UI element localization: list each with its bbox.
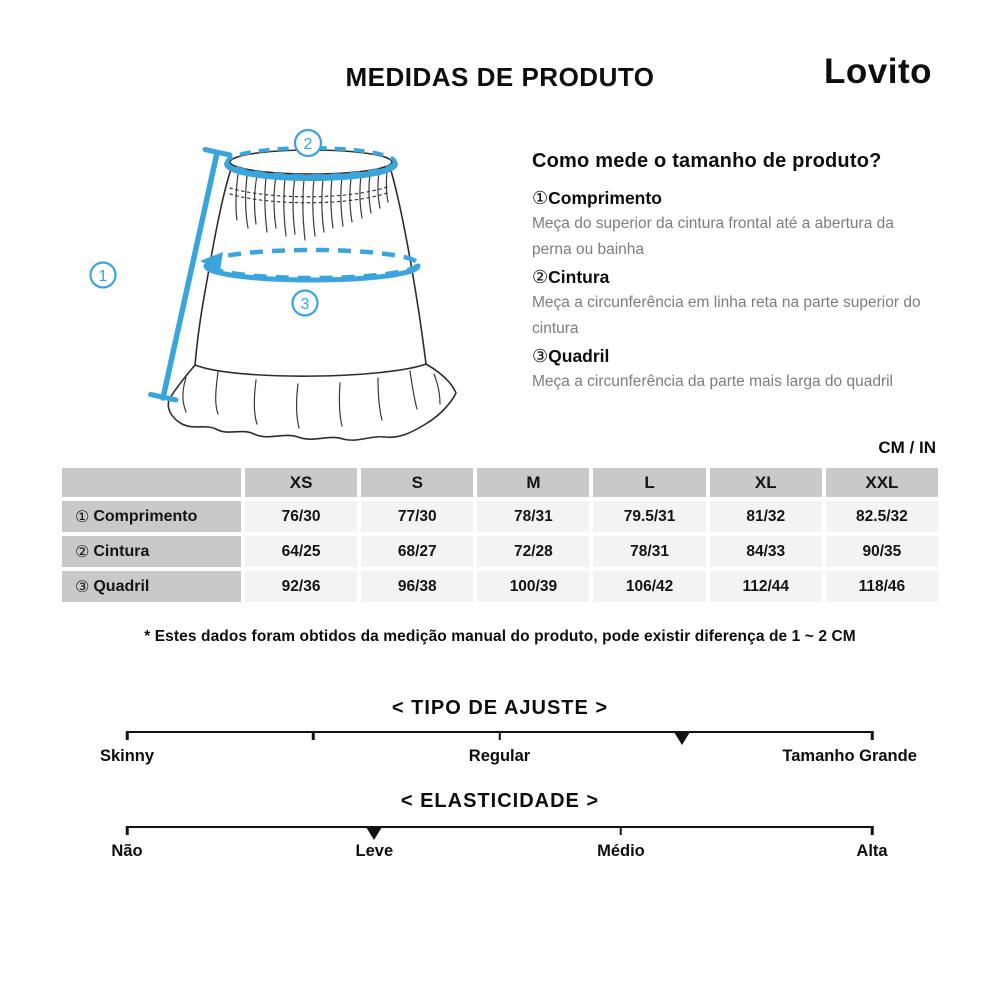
value-comprimento-xl: 81/32: [710, 501, 822, 532]
fit-label-skinny: Skinny: [99, 747, 155, 765]
brand-logo: Lovito: [824, 52, 932, 91]
circled-1: ①: [532, 188, 549, 208]
value-comprimento-xxl: 82.5/32: [826, 501, 938, 532]
guide-item-description: Meça a circunferência em linha reta na parte superior do cintura: [532, 294, 921, 337]
row-label-quadril: ③ Quadril: [62, 571, 241, 602]
elasticity-label-nao: Não: [111, 842, 143, 860]
guide-item-cintura: [532, 265, 940, 342]
value-cintura-l: 78/31: [593, 536, 705, 567]
value-cintura-xxl: 90/35: [826, 536, 938, 567]
guide-item-name: Comprimento: [548, 188, 662, 208]
tick: [498, 731, 501, 740]
value-quadril-xs: 92/36: [245, 571, 357, 602]
marker-1: [91, 263, 116, 288]
value-quadril-m: 100/39: [477, 571, 589, 602]
value-quadril-l: 106/42: [593, 571, 705, 602]
value-quadril-s: 96/38: [361, 571, 473, 602]
guide-item-description: Meça a circunferência da parte mais larga do quadril: [532, 373, 893, 390]
circled-3: ③: [532, 346, 549, 366]
fit-marker: [674, 732, 690, 745]
elasticity-label-alta: Alta: [856, 842, 888, 860]
row-label-cintura: ② Cintura: [62, 536, 241, 567]
value-comprimento-xs: 76/30: [245, 501, 357, 532]
value-comprimento-m: 78/31: [477, 501, 589, 532]
value-cintura-s: 68/27: [361, 536, 473, 567]
value-comprimento-l: 79.5/31: [593, 501, 705, 532]
elasticity-label-leve: Leve: [355, 842, 394, 860]
size-table: [62, 468, 938, 602]
fit-label-regular: Regular: [468, 747, 531, 765]
fit-scale: [99, 731, 917, 791]
elasticity-scale: [111, 826, 888, 886]
circled-2: ②: [532, 267, 549, 287]
guide-heading: Como mede o tamanho de produto?: [532, 150, 882, 172]
value-quadril-xxl: 118/46: [826, 571, 938, 602]
tick: [126, 731, 129, 740]
fit-scale-heading: < TIPO DE AJUSTE >: [391, 697, 609, 719]
elasticity-label-medio: Médio: [597, 842, 645, 860]
guide-item-comprimento: [532, 186, 940, 263]
tick: [871, 731, 874, 740]
value-cintura-xs: 64/25: [245, 536, 357, 567]
value-cintura-m: 72/28: [477, 536, 589, 567]
elasticity-scale-track: [127, 826, 872, 828]
elasticity-marker: [366, 827, 382, 840]
marker-3: [293, 291, 318, 316]
size-col-xxl: XXL: [826, 468, 938, 497]
value-quadril-xl: 112/44: [710, 571, 822, 602]
svg-text:1: 1: [98, 268, 108, 285]
value-cintura-xl: 84/33: [710, 536, 822, 567]
units-label: CM / IN: [878, 438, 936, 457]
size-col-s: S: [361, 468, 473, 497]
guide-item-name: Cintura: [548, 267, 610, 287]
tick: [620, 826, 623, 835]
guide-item-name: Quadril: [548, 346, 610, 366]
page-title: MEDIDAS DE PRODUTO: [345, 62, 655, 92]
skirt-diagram: [70, 128, 520, 460]
fit-label-tamanho-grande: Tamanho Grande: [782, 747, 917, 765]
tick: [871, 826, 874, 835]
tick: [312, 731, 315, 740]
size-col-xl: XL: [710, 468, 822, 497]
guide-item-description: Meça do superior da cintura frontal até a abertura da perna ou bainha: [532, 215, 894, 258]
svg-text:2: 2: [303, 136, 313, 153]
measurement-disclaimer: * Estes dados foram obtidos da medição manual do produto, pode existir diferença de 1 ~ 2 CM: [144, 628, 856, 645]
size-col-m: M: [477, 468, 589, 497]
length-measure-line: [163, 153, 217, 398]
measuring-guide: [532, 150, 940, 397]
size-col-xs: XS: [245, 468, 357, 497]
elasticity-scale-heading: < ELASTICIDADE >: [400, 790, 600, 812]
table-corner-cell: [62, 468, 241, 497]
svg-text:3: 3: [300, 296, 310, 313]
guide-item-quadril: [532, 344, 940, 395]
size-col-l: L: [593, 468, 705, 497]
value-comprimento-s: 77/30: [361, 501, 473, 532]
tick: [126, 826, 129, 835]
marker-2: [295, 130, 321, 156]
row-label-comprimento: ① Comprimento: [62, 501, 241, 532]
